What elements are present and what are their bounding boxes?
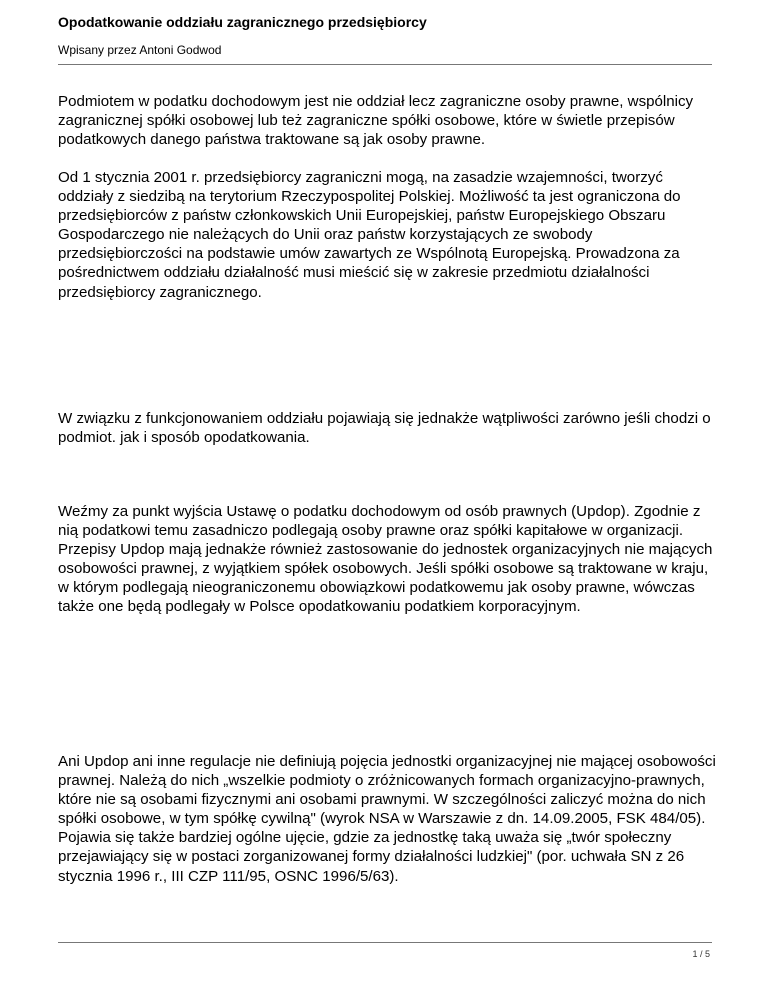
page-number: 1 / 5 xyxy=(692,949,710,959)
paragraph-1: Podmiotem w podatku dochodowym jest nie oddział lecz zagraniczne osoby prawne, wspólnicy zagranicznej spółki osobowej lub też zagraniczne spółki osobowe, które w świetle przepisów podatkowych danego państwa traktowane są jak osoby prawne. xyxy=(58,93,694,149)
header-divider xyxy=(58,64,712,65)
footer-divider xyxy=(58,942,712,943)
paragraph-5: Ani Updop ani inne regulacje nie definiują pojęcia jednostki organizacyjnej nie mającej osobowości prawnej. Należą do nich „wszelkie podmioty o zróżnicowanych formach organizacyjno-prawnych, które nie są osobami fizycznymi ani osobami prawnymi. W szczególności zaliczyć można do nich spółki osobowe, w tym spółkę cywilną" (wyrok NSA w Warszawie z dn. 14.09.2005, FSK 484/05). Pojawia się także bardziej ogólne ujęcie, gdzie za jednostkę taką uważa się „twór społeczny przejawiający się w postaci zorganizowanej formy działalności ludzkiej" (por. uchwała SN z 26 stycznia 1996 r., III CZP 111/95, OSNC 1996/5/63). xyxy=(58,753,716,885)
paragraph-4: Weźmy za punkt wyjścia Ustawę o podatku dochodowym od osób prawnych (Updop). Zgodnie z nią podatkowi temu zasadniczo podlegają osoby prawne oraz spółki kapitałowe w organizacji. Przepisy Updop mają jednakże również zastosowanie do jednostek organizacyjnych nie mających osobowości prawnej, z wyjątkiem spółek osobowych. Jeśli spółki osobowe są traktowane w kraju, w którym podlegają nieograniczonemu obowiązkowi podatkowemu jak osoby prawne, wówczas także one będą podlegały w Polsce opodatkowaniu podatkiem korporacyjnym. xyxy=(58,503,713,616)
document-author: Wpisany przez Antoni Godwod xyxy=(58,43,222,57)
paragraph-2: Od 1 stycznia 2001 r. przedsiębiorcy zagraniczni mogą, na zasadzie wzajemności, tworzyć oddziały z siedzibą na terytorium Rzeczypospolitej Polskiej. Możliwość ta jest ograniczona do przedsiębiorców z państw członkowskich Unii Europejskiej, państw Europejskiego Obszaru Gospodarczego nie należących do Unii oraz państw korzystających ze swobody przedsiębiorczości na podstawie umów zawartych ze Wspólnotą Europejską. Prowadzona za pośrednictwem oddziału działalność musi mieścić się w zakresie przedmiotu działalności przedsiębiorcy zagranicznego. xyxy=(58,169,681,301)
paragraph-3: W związku z funkcjonowaniem oddziału pojawiają się jednakże wątpliwości zarówno jeśli chodzi o podmiot. jak i sposób opodatkowania. xyxy=(58,410,711,447)
document-title: Opodatkowanie oddziału zagranicznego przedsiębiorcy xyxy=(58,14,427,30)
